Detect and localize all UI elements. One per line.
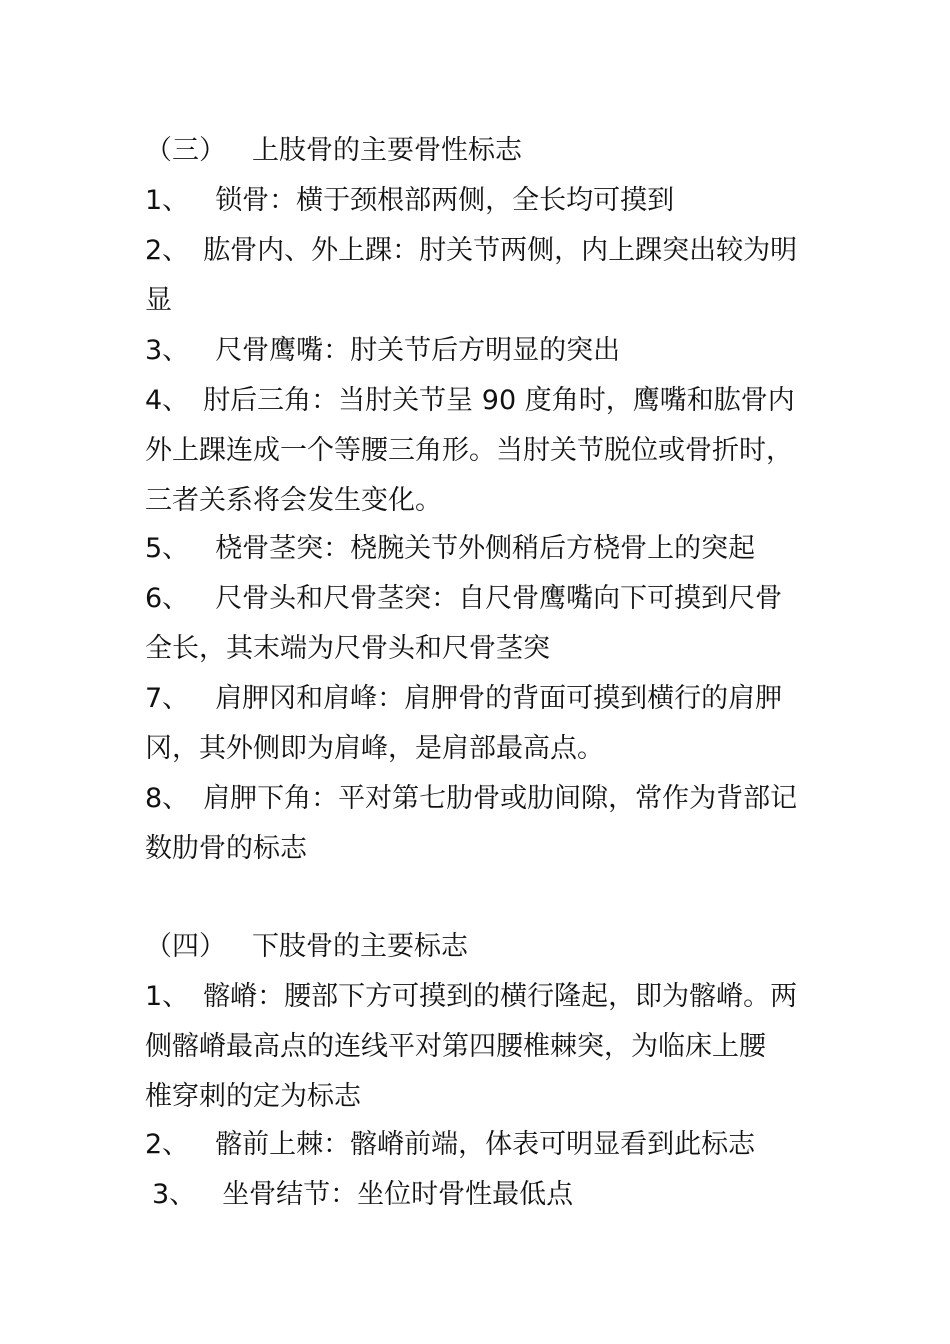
item-text: 桡骨茎突：桡腕关节外侧稍后方桡骨上的突起 [215,533,756,564]
item-text: 肩胛下角：平对第七肋骨或肋间隙，常作为背部记 [203,783,798,814]
item-number: 7、 [145,683,190,714]
item-number: 8、 [145,783,190,814]
item-text: 锁骨：横于颈根部两侧，全长均可摸到 [215,185,675,216]
list-item [145,674,825,724]
section-number: （四） [145,931,226,962]
item-text: 三者关系将会发生变化。 [145,485,442,516]
item-number: 6、 [145,583,190,614]
item-text: 坐骨结节：坐位时骨性最低点 [222,1179,574,1210]
item-text: 椎穿刺的定为标志 [145,1081,361,1112]
item-text: 冈，其外侧即为肩峰，是肩部最高点。 [145,733,604,764]
list-item-continuation [145,476,825,526]
item-number: 4、 [145,385,190,416]
list-item-continuation [145,624,825,674]
list-item [145,972,825,1022]
item-number: 2、 [145,1129,190,1160]
item-text: 显 [145,285,172,316]
item-text: 数肋骨的标志 [145,833,307,864]
item-number: 3、 [152,1179,197,1210]
list-item [145,1120,825,1170]
list-item [145,326,825,376]
item-text: 肱骨内、外上踝：肘关节两侧，内上踝突出较为明 [203,235,798,266]
list-item-continuation [145,724,825,774]
list-item [152,1170,832,1220]
item-text: 尺骨鹰嘴：肘关节后方明显的突出 [215,335,621,366]
section-heading-4 [145,922,825,972]
item-text: 外上踝连成一个等腰三角形。当肘关节脱位或骨折时， [145,435,793,466]
item-text: 侧髂嵴最高点的连线平对第四腰椎棘突，为临床上腰 [145,1031,766,1062]
section-number: （三） [145,135,226,166]
item-text: 肘后三角：当肘关节呈 90 度角时，鹰嘴和肱骨内 [203,385,795,416]
list-item-continuation [145,1022,825,1072]
section-heading-3 [145,126,825,176]
item-number: 2、 [145,235,190,266]
list-item-continuation [145,276,825,326]
item-number: 5、 [145,533,190,564]
item-text: 全长，其末端为尺骨头和尺骨茎突 [145,633,550,664]
list-item [145,574,825,624]
item-text: 髂前上棘：髂嵴前端，体表可明显看到此标志 [215,1129,756,1160]
item-text: 髂嵴：腰部下方可摸到的横行隆起，即为髂嵴。两 [203,981,798,1012]
item-number: 3、 [145,335,190,366]
list-item [145,774,825,824]
list-item [145,524,825,574]
list-item-continuation [145,1072,825,1122]
item-number: 1、 [145,185,190,216]
list-item [145,176,825,226]
item-text: 肩胛冈和肩峰：肩胛骨的背面可摸到横行的肩胛 [215,683,783,714]
list-item [145,226,825,276]
list-item-continuation [145,824,825,874]
list-item [145,376,825,426]
item-text: 尺骨头和尺骨茎突：自尺骨鹰嘴向下可摸到尺骨 [215,583,783,614]
section-title: 下肢骨的主要标志 [252,931,468,962]
list-item-continuation [145,426,825,476]
item-number: 1、 [145,981,190,1012]
section-title: 上肢骨的主要骨性标志 [252,135,522,166]
